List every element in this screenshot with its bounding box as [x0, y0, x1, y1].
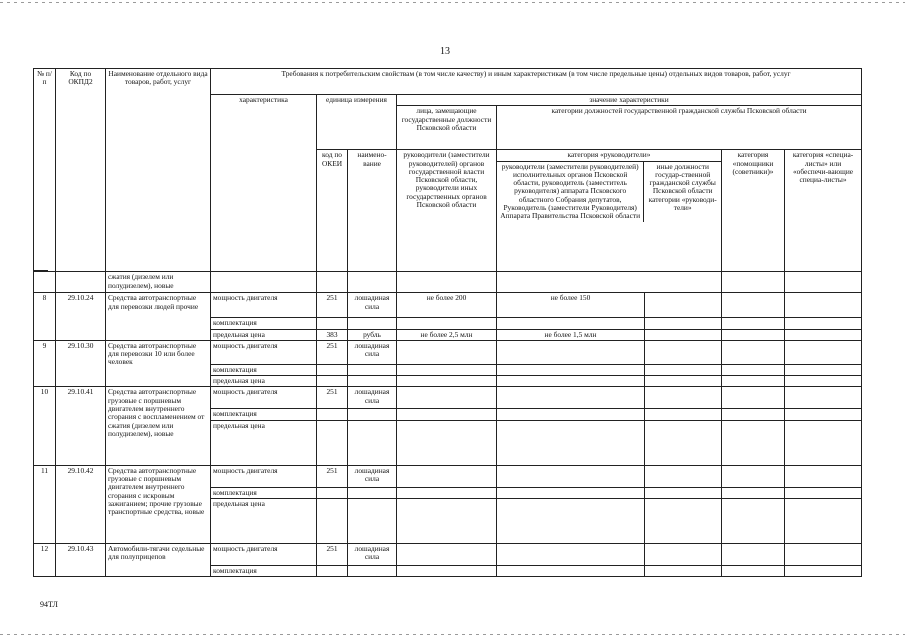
header-col-name: Наименование отдельного вида товаров, работ, услуг — [106, 69, 211, 272]
row-code: 29.10.24 — [56, 293, 106, 341]
scan-edge-bottom — [0, 634, 905, 635]
row-char-engine: мощность двигателя — [211, 340, 317, 364]
header-category-specialists: категория «специа-листы» или «обеспечи-вающие специа-листы» — [785, 150, 862, 272]
table-row — [34, 340, 862, 364]
row-char-price: предельная цена — [211, 376, 317, 387]
row-engine-unit: лошадиная сила — [348, 543, 397, 565]
header-categories-civil: категории должностей государственной гражданской службы Псковской области — [497, 106, 862, 150]
row-code: 29.10.42 — [56, 465, 106, 543]
row-engine-value-persons: не более 200 — [397, 293, 497, 318]
row-char-kit: комплектация — [211, 565, 317, 576]
header-category-heads-group — [497, 150, 722, 272]
header-requirements: Требования к потребительским свойствам (в том числе качеству) и иным характеристикам (в том числе предельные цены) отдельных видов товаров, работ, услуг — [211, 69, 862, 95]
row-num: 11 — [34, 465, 56, 543]
row-char-engine: мощность двигателя — [211, 543, 317, 565]
continuation-text: сжатия (дизелем или полудизелем), новые — [106, 272, 211, 293]
header-col-okpd: Код по ОКПД2 — [56, 69, 106, 272]
row-engine-okei: 251 — [317, 293, 348, 318]
row-char-price: предельная цена — [211, 420, 317, 465]
row-name: Средства автотранспортные для перевозки 10 или более человек — [106, 340, 211, 387]
row-engine-unit: лошадиная сила — [348, 465, 397, 487]
header-heads-bodies: руководители (заместители руководителей) органов государственной власти Псковской области, руководители иных государственных органов Псковской области — [397, 150, 497, 272]
row-char-kit: комплектация — [211, 409, 317, 420]
row-engine-okei: 251 — [317, 387, 348, 409]
row-char-kit: комплектация — [211, 487, 317, 498]
row-price-value-heads: не более 1,5 млн — [497, 329, 645, 340]
requirements-table — [33, 68, 862, 577]
header-okei-code: код по ОКЕИ — [317, 150, 348, 272]
row-name: Средства автотранспортные грузовые с поршневым двигателем внутреннего сгорания с воспламенением от сжатия (дизелем или полудизелем), новые — [106, 387, 211, 465]
row-engine-okei: 251 — [317, 340, 348, 364]
header-heads-exec: руководители (заместители руководителей) исполнительных органов Псковской области, руководитель (заместитель руководителя) аппарата Псковского областного Собрания депутатов, Руководитель (заместители Руководителя) Аппарата Правительства Псковской области — [497, 162, 644, 222]
header-category-assistants: категория «помощники (советники)» — [722, 150, 785, 272]
row-engine-unit: лошадиная сила — [348, 340, 397, 364]
header-unit-name: наимено-вание — [348, 150, 397, 272]
row-char-price: предельная цена — [211, 329, 317, 340]
row-char-engine: мощность двигателя — [211, 387, 317, 409]
row-char-engine: мощность двигателя — [211, 465, 317, 487]
row-num: 9 — [34, 340, 56, 387]
row-code: 29.10.43 — [56, 543, 106, 576]
row-char-price: предельная цена — [211, 498, 317, 543]
row-engine-unit: лошадиная сила — [348, 293, 397, 318]
page-number: 13 — [440, 46, 450, 57]
row-engine-unit: лошадиная сила — [348, 387, 397, 409]
row-num: 12 — [34, 543, 56, 576]
row-name: Средства автотранспортные для перевозки людей прочие — [106, 293, 211, 341]
row-num: 8 — [34, 293, 56, 341]
row-price-unit: рубль — [348, 329, 397, 340]
table-break-mark — [34, 270, 48, 271]
row-engine-okei: 251 — [317, 543, 348, 565]
table-row — [34, 465, 862, 487]
header-other-positions: иные должности государ-ственной гражданской службы Псковской области категории «руководи-тели» — [648, 161, 717, 212]
row-price-okei: 383 — [317, 329, 348, 340]
scan-edge-top — [0, 2, 905, 3]
row-char-engine: мощность двигателя — [211, 293, 317, 318]
table-row — [34, 543, 862, 565]
header-category-heads: категория «руководители» — [497, 150, 721, 161]
header-value: значение характеристики — [397, 95, 862, 106]
row-name: Средства автотранспортные грузовые с поршневым двигателем внутреннего сгорания с искровым зажиганием; прочие грузовые транспортные средства, новые — [106, 465, 211, 543]
row-engine-okei: 251 — [317, 465, 348, 487]
row-code: 29.10.30 — [56, 340, 106, 387]
table-row — [34, 293, 862, 318]
row-engine-value-heads: не более 150 — [497, 293, 645, 318]
row-name: Автомобили-тягачи седельные для полуприцепов — [106, 543, 211, 576]
table-row — [34, 387, 862, 409]
row-num: 10 — [34, 387, 56, 465]
header-persons-replacing: лица, замещающие государственные должности Псковской области — [397, 106, 497, 150]
header-col-num: № п/п — [34, 69, 56, 272]
row-char-kit: комплектация — [211, 318, 317, 329]
row-price-value-persons: не более 2,5 млн — [397, 329, 497, 340]
row-code: 29.10.41 — [56, 387, 106, 465]
header-characteristic: характеристика — [211, 95, 317, 272]
header-unit: единица измерения — [317, 95, 397, 150]
row-char-kit: комплектация — [211, 364, 317, 375]
footer-code: 94ТЛ — [40, 600, 58, 609]
